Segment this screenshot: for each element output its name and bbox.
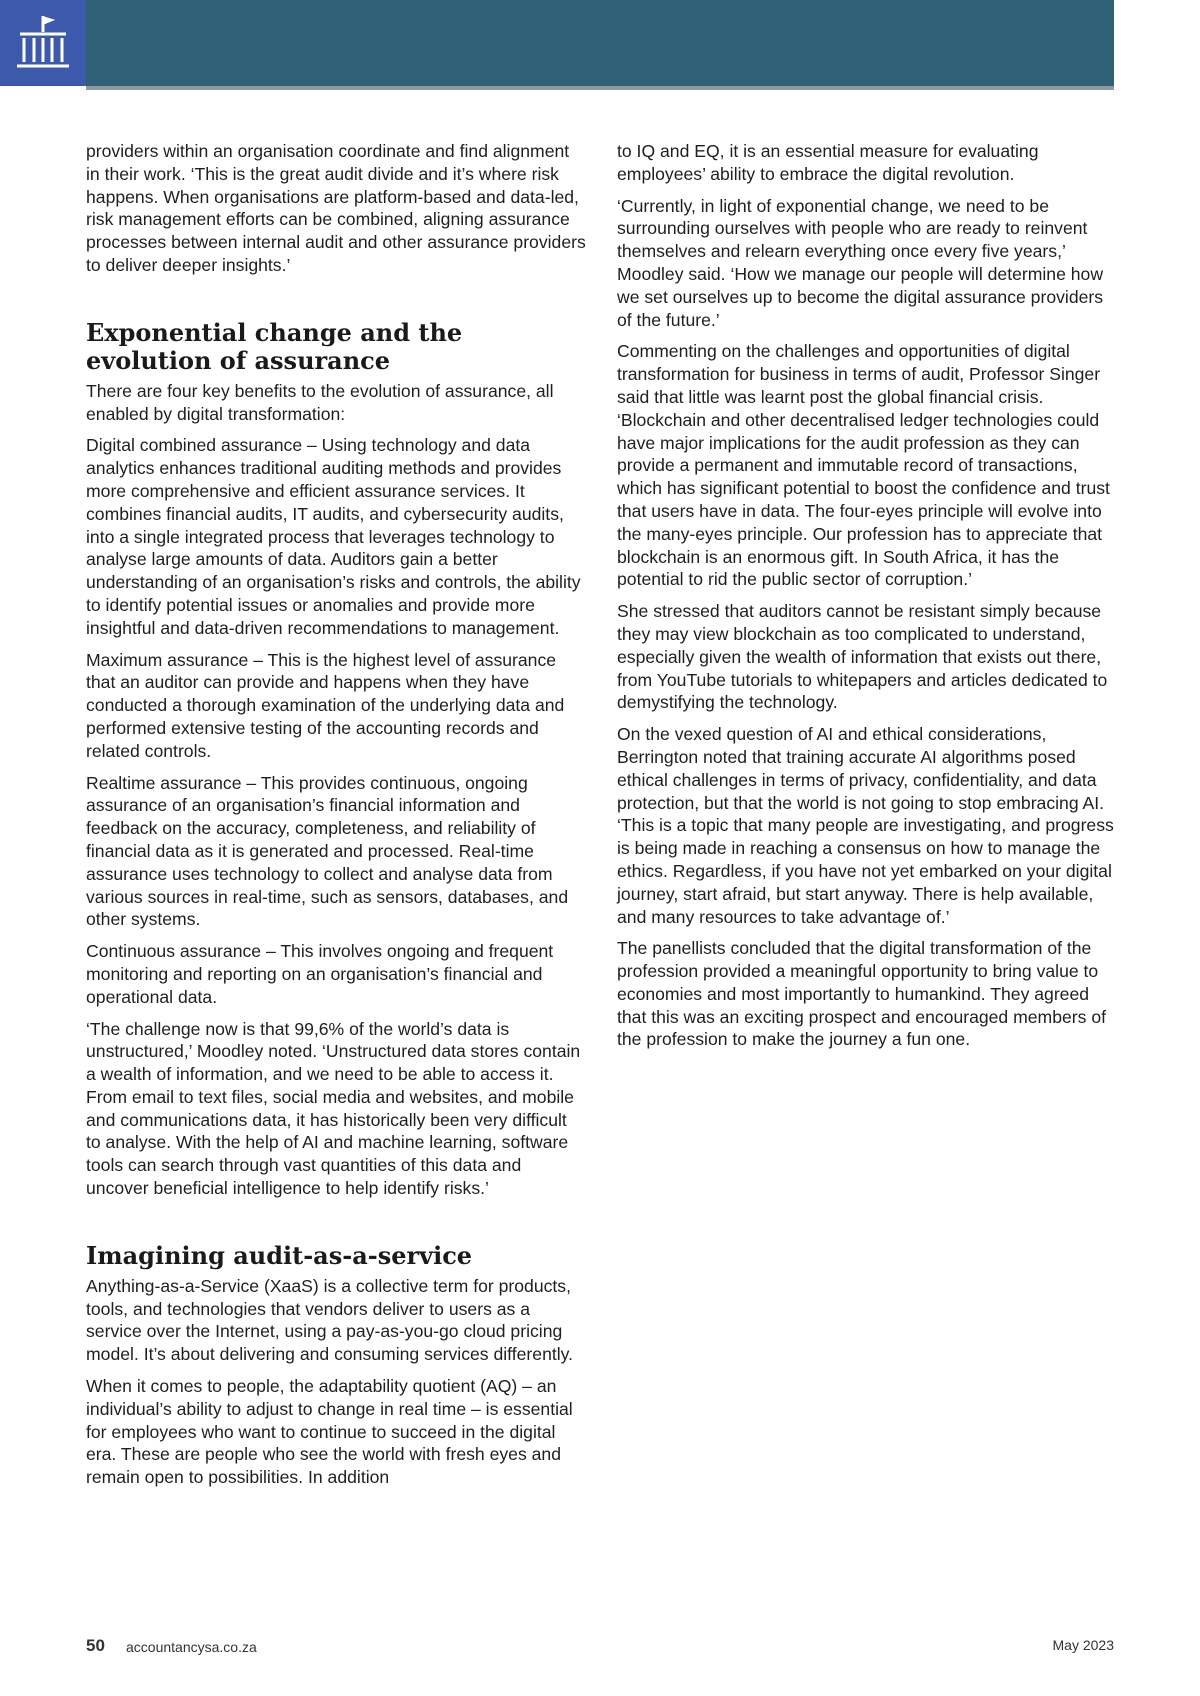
header-rule (86, 86, 1114, 90)
paragraph-benefits: There are four key benefits to the evolution of assurance, all enabled by digital transformation: (86, 380, 554, 424)
paragraph-currently: ‘Currently, in light of exponential change, we need to be surrounding ourselves with people who are ready to reinvent themselves and relearn everything once every five years,’ Moodley said. ‘How we manage our people will determine how we set ourselves up to become the digital assurance providers of the future.’ (617, 195, 1104, 330)
left-column (86, 140, 586, 1498)
paragraph-vexed-question: On the vexed question of AI and ethical considerations, Berrington noted that training accurate AI algorithms posed ethical challenges in terms of privacy, confidentiality, and data protection, but that the world is not going to stop embracing AI. ‘This is a topic that many people are investigating, and progress is being made in reaching a consensus on how to manage the ethics. Regardless, if you have not yet embarked on your digital journey, start afraid, but start anyway. There is help available, and many resources to take advantage of.’ (617, 724, 1114, 927)
heading-audit-as-a-service: Imagining audit-as-a-service (86, 1240, 473, 1270)
paragraph-continuous-assurance: Continuous assurance – This involves ongoing and frequent monitoring and reporting on an organisation’s financial and operational data. (86, 941, 554, 1007)
right-column (617, 140, 1117, 1060)
heading-exponential-change: Exponential change and the evolution of assurance (86, 317, 463, 375)
paragraph-stressed: She stressed that auditors cannot be resistant simply because they may view blockchain as too complicated to understand, especially given the wealth of information that exists out there, from YouTube tutorials to whitepapers and articles dedicated to demystifying the technology. (617, 601, 1108, 713)
page-footer (86, 1636, 1114, 1660)
paragraph-realtime-assurance: Realtime assurance – This provides continuous, ongoing assurance of an organisation’s financial information and feedback on the accuracy, completeness, and reliability of financial data as it is generated and processed. Real-time assurance uses technology to collect and analyse data from various sources in real-time, such as sensors, databases, and other systems. (86, 772, 569, 930)
paragraph-panellists: The panellists concluded that the digital transformation of the profession provided a meaningful opportunity to bring value to economies and most importantly to humankind. They agreed that this was an exciting prospect and encouraged members of the profession to make the journey a fun one. (617, 938, 1106, 1050)
section-logo (0, 0, 86, 86)
paragraph-challenge: ‘The challenge now is that 99,6% of the world’s data is unstructured,’ Moodley noted. ‘Unstructured data stores contain a wealth of information, and we need to be able to access it. From email to text files, social media and websites, and mobile and communications data, it has historically been very difficult to analyse. With the help of AI and machine learning, software tools can search through vast quantities of this data and uncover beneficial intelligence to help identify risks.’ (86, 1018, 581, 1199)
paragraph-xaas: Anything-as-a-Service (XaaS) is a collective term for products, tools, and technologies that vendors deliver to users as a service over the Internet, using a pay-as-you-go cloud pricing model. It’s about delivering and consuming services differently. (86, 1275, 574, 1365)
paragraph-commenting: Commenting on the challenges and opportunities of digital transformation for business in terms of audit, Professor Singer said that little was learnt post the global financial crisis. ‘Blockchain and other decentralised ledger technologies could have major implications for the audit profession as they can provide a permanent and immutable record of transactions, which has significant potential to boost the confidence and trust that users have in data. The four-eyes principle will evolve into the many-eyes principle. Our profession has to appreciate that blockchain is an enormous gift. In South Africa, it has the potential to rid the public sector of corruption.’ (617, 341, 1110, 590)
paragraph-adaptability-quotient: When it comes to people, the adaptability quotient (AQ) – an individual’s ability to adjust to change in real time – is essential for employees who want to continue to succeed in the digital era. These are people who see the world with fresh eyes and remain open to possibilities. In addition (86, 1376, 573, 1488)
paragraph-digital-combined-assurance: Digital combined assurance – Using technology and data analytics enhances traditional auditing methods and provides more comprehensive and efficient assurance services. It combines financial audits, IT audits, and cybersecurity audits, into a single integrated process that leverages technology to analyse large amounts of data. Auditors gain a better understanding of an organisation’s risks and controls, the ability to identify potential issues or anomalies and provide more insightful and data-driven recommendations to management. (86, 435, 581, 638)
issue-date: May 2023 (1052, 1637, 1114, 1653)
paragraph-iq-eq: to IQ and EQ, it is an essential measure for evaluating employees’ ability to embrace the digital revolution. (617, 141, 1039, 184)
website-url: accountancysa.co.za (126, 1639, 257, 1655)
paragraph-maximum-assurance: Maximum assurance – This is the highest level of assurance that an auditor can provide and happens when they have conducted a thorough examination of the underlying data and performed extensive testing of the accounting records and related controls. (86, 649, 565, 761)
building-flag-icon (12, 12, 74, 74)
header-band (86, 0, 1114, 86)
paragraph-intro: providers within an organisation coordinate and find alignment in their work. ‘This is the great audit divide and it’s where risk happens. When organisations are platform-based and data-led, risk management efforts can be combined, aligning assurance processes between internal audit and other assurance providers to deliver deeper insights.’ (86, 141, 586, 275)
page-number: 50 (86, 1636, 105, 1655)
